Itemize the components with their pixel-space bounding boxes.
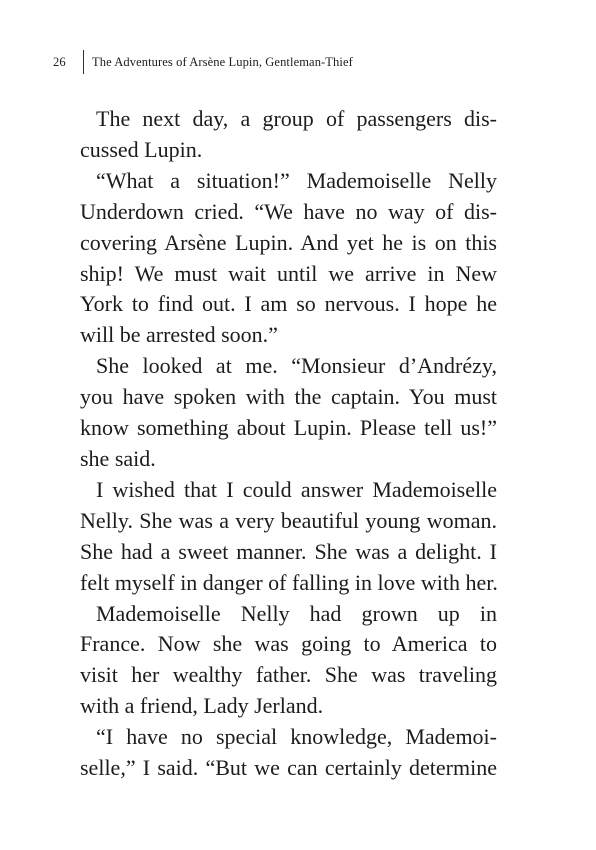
text-line: I wished that I could answer Mademoiselle xyxy=(96,476,497,502)
text-line: York to find out. I am so nervous. I hope he xyxy=(80,291,497,317)
text-line: She looked at me. “Monsieur d’Andrézy, xyxy=(96,353,497,379)
text-line: cussed Lupin. xyxy=(80,136,203,162)
book-title: The Adventures of Arsène Lupin, Gentleman-Thief xyxy=(92,54,353,69)
text-line: visit her wealthy father. She was traveling xyxy=(80,662,497,688)
running-head xyxy=(53,50,353,74)
header-divider xyxy=(83,50,84,74)
text-line: The next day, a group of passengers dis- xyxy=(96,106,497,131)
text-line: she said. xyxy=(80,445,156,471)
text-line: ship! We must wait until we arrive in New xyxy=(80,260,497,286)
text-line: “I have no special knowledge, Mademoi- xyxy=(96,724,497,750)
page-body-text xyxy=(80,104,497,784)
text-line: “What a situation!” Mademoiselle Nelly xyxy=(96,167,497,193)
text-line: Mademoiselle Nelly had grown up in xyxy=(96,600,497,626)
page-number: 26 xyxy=(53,54,66,69)
text-line: selle,” I said. “But we can certainly determine xyxy=(80,755,497,781)
text-line: covering Arsène Lupin. And yet he is on this xyxy=(80,229,497,255)
text-line: France. Now she was going to America to xyxy=(80,631,497,657)
text-line: Nelly. She was a very beautiful young woman. xyxy=(80,507,497,533)
text-line: you have spoken with the captain. You must xyxy=(80,384,497,410)
text-line: Underdown cried. “We have no way of dis- xyxy=(80,198,497,224)
text-line: felt myself in danger of falling in love with her. xyxy=(80,569,498,595)
text-line: She had a sweet manner. She was a delight. I xyxy=(80,538,497,564)
text-line: will be arrested soon.” xyxy=(80,322,278,348)
text-line: with a friend, Lady Jerland. xyxy=(80,693,324,719)
text-line: know something about Lupin. Please tell us!” xyxy=(80,415,497,441)
